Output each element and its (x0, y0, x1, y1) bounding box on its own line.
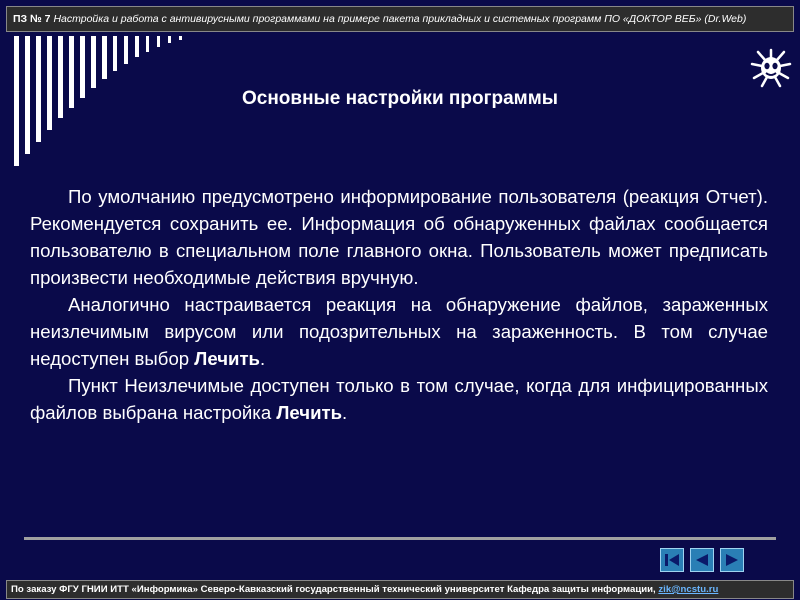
paragraph-2-end: . (259, 348, 266, 369)
header-title: Настройка и работа с антивирусными программами на примере пакета прикладных и системных программ ПО «ДОКТОР ВЕБ» (Dr.Web) (53, 13, 747, 25)
next-slide-button[interactable] (720, 548, 744, 572)
footer-bar (6, 580, 794, 599)
divider (24, 537, 776, 540)
footer-email-link[interactable]: zik@ncstu.ru (658, 584, 719, 595)
body-text (30, 183, 768, 426)
first-slide-button[interactable] (660, 548, 684, 572)
paragraph-1: По умолчанию предусмотрено информирование пользователя (реакция Отчет). Рекомендуется сохранить ее. Информация об обнаруженных файлах сообщается пользователю в специальном поле главного окна. Пользователь может предписать произвести необходимые действия вручную. (30, 186, 768, 288)
paragraph-3-text: Пункт Неизлечимые доступен только в том случае, когда для инфицированных файлов выбрана настройка (30, 375, 768, 423)
slide-title: Основные настройки программы (241, 88, 559, 109)
paragraph-2-text: Аналогично настраивается реакция на обнаружение файлов, зараженных неизлечимым вирусом или подозрительных на зараженность. В том случае недоступен выбор (30, 294, 768, 369)
previous-slide-button[interactable] (690, 548, 714, 572)
footer-text: По заказу ФГУ ГНИИ ИТТ «Информика» Северо-Кавказский государственный технический университет Кафедра защиты информации, (11, 584, 656, 595)
header-bar (6, 6, 794, 32)
paragraph-3-end: . (342, 402, 348, 423)
drweb-spider-logo-icon (748, 44, 794, 90)
first-slide-icon (661, 549, 683, 571)
paragraph-3 (30, 372, 768, 426)
treat-setting-label: Лечить (276, 402, 343, 423)
next-slide-icon (721, 549, 743, 571)
header-code: ПЗ № 7 (13, 13, 51, 25)
previous-slide-icon (691, 549, 713, 571)
treat-option-label: Лечить (194, 348, 260, 369)
paragraph-2 (30, 291, 768, 372)
